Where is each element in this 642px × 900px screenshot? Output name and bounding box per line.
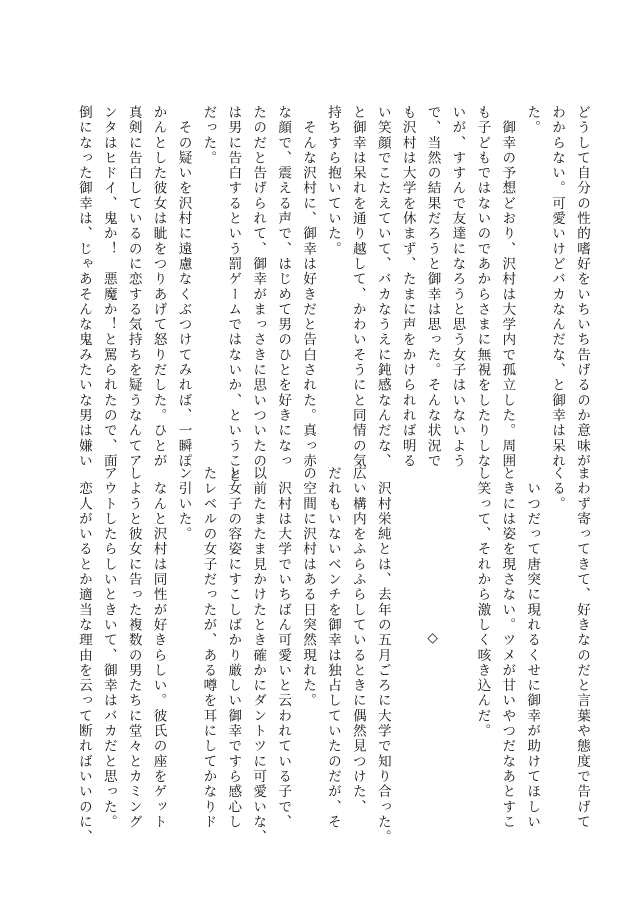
- text-column: 沢村栄純とは、去年の五月ごろに大学で知り合った。: [374, 466, 391, 845]
- text-column: で、当然の結果だろうと御幸は思った。そんな状況で: [424, 105, 441, 469]
- blank-column: [395, 466, 420, 811]
- text-column: いが、すすんで友達になろうと思う女子はいないよう: [449, 105, 466, 469]
- top-text-block: [34, 105, 594, 484]
- text-column: ときには姿を現さない。ツメが甘いやつだなあとすこ: [499, 466, 516, 830]
- text-column: なんと沢村は同性が好きらしい。彼氏の座をゲット: [150, 466, 167, 830]
- text-column: た。: [524, 105, 541, 136]
- text-column: し笑って、それから激しく咳き込んだ。: [474, 466, 491, 739]
- blank-column: [445, 466, 470, 811]
- text-column: 持ちすら抱いていた。: [324, 105, 341, 257]
- text-column: は男に告白するという罰ゲームではないか、ということ: [225, 105, 242, 484]
- text-column: も沢村は大学を休まず、たまに声をかけられれば明る: [399, 105, 416, 469]
- text-column: いつだって唐突に現れるくせに御幸が助けてほしい: [524, 466, 541, 830]
- text-column: その疑いを沢村に遠慮なくぶつけてみれば、一瞬ぽ: [175, 105, 192, 469]
- text-column: どうして自分の性的嗜好をいちいち告げるのか意味が: [574, 105, 590, 469]
- text-column: ンタはヒドイ、鬼か！ 悪魔か！と罵られたので、面: [100, 105, 117, 469]
- text-column: そんな沢村に、御幸は好きだと告白された。真っ赤: [300, 105, 317, 469]
- text-column: と女子の容姿にすこしばかり厳しい御幸ですら感心し: [225, 466, 242, 830]
- text-column: な顔で、震える声で、はじめて男のひとを好きになっ: [275, 105, 292, 469]
- text-column: かんとした彼女は眦をつりあげて怒りだした。ひとが: [150, 105, 167, 469]
- text-column: も子どもではないのであからさまに無視をしたりしな: [474, 105, 491, 469]
- text-column: 広い構内をふらふらしているときに偶然見つけた、: [349, 466, 366, 815]
- text-column: 御幸の予想どおり、沢村は大学内で孤立した。周囲: [499, 105, 516, 469]
- text-column: ン引いた。: [175, 466, 192, 542]
- text-column: まわず寄ってきて、好きなのだと言葉や態度で告げて: [574, 466, 590, 830]
- text-column: だれもいないベンチを御幸は独占していたのだが、そ: [324, 466, 341, 830]
- text-column: アウトしたらしいときいて、御幸はバカだと思った。: [100, 466, 117, 830]
- text-column: と御幸は呆れを通り越して、かわいそうにと同情の気: [349, 105, 366, 469]
- text-column: たレベルの女子だったが、ある噂を耳にしてかなりド: [200, 466, 217, 830]
- text-column: 真剣に告白しているのに恋する気持ちを疑うなんてア: [125, 105, 142, 469]
- text-column: い笑顔でこたえていて、バカなうえに鈍感なんだな、: [374, 105, 391, 469]
- bottom-text-block: [34, 466, 594, 845]
- text-column: たのだと告げられて、御幸がまっさきに思いついたの: [250, 105, 267, 469]
- text-column: わからない。可愛いけどバカなんだな、と御幸は呆れ: [549, 105, 566, 469]
- text-column: しようと彼女に告った複数の男たちに堂々とカミング: [125, 466, 142, 830]
- text-column: 倒になった御幸は、じゃあそんな鬼みたいな男は嫌い: [75, 105, 92, 469]
- text-column: くる。: [549, 466, 566, 512]
- text-column: だった。: [200, 105, 217, 166]
- text-column: 沢村は大学でいちばん可愛いと云われている子で、: [275, 466, 292, 830]
- text-column: の空間に沢村はある日突然現れた。: [300, 466, 317, 709]
- section-divider: ◇: [424, 629, 441, 648]
- text-column: 恋人がいるとか適当な理由を云って断ればいいのに、: [75, 466, 92, 845]
- text-column: 以前たまたま見かけたとき確かにダントツに可愛いな、: [250, 466, 267, 845]
